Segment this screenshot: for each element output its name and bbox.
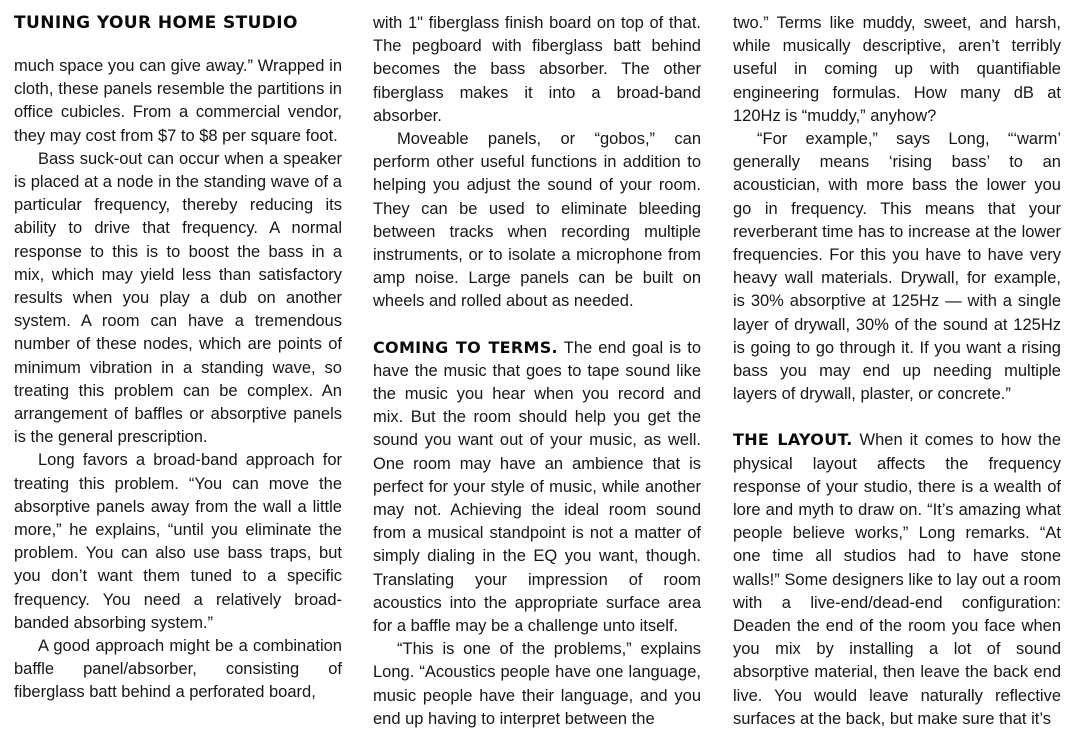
text-column-2 bbox=[373, 12, 701, 731]
paragraph: Bass suck-out can occur when a speaker is placed at a node in the standing wave of a particular frequency, thereby reducing its ability to drive that frequency. A normal response to this is to boost the bass in a mix, which may yield less than satisfactory results when you play a dub on another system. A room can have a tremendous number of these nodes, which are points of minimum vibration in a standing wave, so treating this problem can be complex. An arrangement of baffles or absorptive panels is the general prescription. bbox=[14, 149, 342, 447]
paragraph-text: The end goal is to have the music that goes to tape sound like the music you hear when you record and mix. But the room should help you get the sound you want out of your music, as well. One room may have an ambience that is perfect for your style of music, while another may not. Achieving the ideal room sound from a musical standpoint is not a matter of simply dialing in the EQ you want, though. Translating your impression of room acoustics into the appropriate surface area for a baffle may be a challenge unto itself. bbox=[373, 338, 701, 636]
paragraph: with 1" fiberglass finish board on top of that. The pegboard with fiberglass batt behind becomes the bass absorber. The other fiberglass makes it into a broad-band absorber. bbox=[373, 14, 701, 125]
section-paragraph bbox=[373, 336, 701, 639]
section-heading: THE LAYOUT. bbox=[733, 430, 853, 450]
paragraph: Moveable panels, or “gobos,” can perform other useful functions in addition to helping you adjust the sound of your room. They can be used to eliminate bleeding between tracks when recording multiple instruments, or to isolate a microphone from amp noise. Large panels can be built on wheels and rolled about as needed. bbox=[373, 130, 701, 311]
running-head: TUNING YOUR HOME STUDIO bbox=[14, 13, 298, 33]
paragraph: A good approach might be a combination baffle panel/absorber, consisting of fiberglass batt behind a perforated board, bbox=[14, 637, 342, 702]
text-column-3 bbox=[733, 12, 1061, 731]
paragraph: “This is one of the problems,” explains Long. “Acoustics people have one language, music people have their language, and you end up having to interpret between the bbox=[373, 640, 701, 728]
paragraph: Long favors a broad-band approach for treating this problem. “You can move the absorptive panels away from the wall a little more,” he explains, “until you eliminate the problem. You can also use bass traps, but you don’t want them tuned to a specific frequency. You need a relatively broad-banded absorbing system.” bbox=[14, 451, 342, 632]
paragraph: much space you can give away.” Wrapped in cloth, these panels resemble the partitions in office cubicles. From a commercial vendor, they may cost from $7 to $8 per square foot. bbox=[14, 57, 342, 145]
paragraph: two.” Terms like muddy, sweet, and harsh, while musically descriptive, aren’t terribly useful in coming up with quantifiable engineering formulas. How many dB at 120Hz is “muddy,” anyhow? bbox=[733, 14, 1061, 125]
section-paragraph bbox=[733, 428, 1061, 731]
text-column-1 bbox=[14, 12, 342, 705]
paragraph: “For example,” says Long, “‘warm’ generally means ‘rising bass’ to an acoustician, with more bass the lower you go in frequency. This means that your reverberant time has to increase at the lower frequencies. For this you have to have very heavy wall materials. Drywall, for example, is 30% absorptive at 125Hz — with a single layer of drywall, 30% of the sound at 125Hz is going to go through it. If you want a rising bass you may end up needing multiple layers of drywall, plaster, or concrete.” bbox=[733, 130, 1061, 404]
section-heading: COMING TO TERMS. bbox=[373, 337, 558, 357]
paragraph-text: When it comes to how the physical layout affects the frequency response of your studio, there is a wealth of lore and myth to draw on. “It’s amazing what people believe works,” Long remarks. “At one time all studios had to have stone walls!” Some designers like to lay out a room with a live-end/dead-end configuration: Deaden the end of the room you face when you mix by installing a lot of sound absorptive material, then leave the back end live. You would leave naturally reflective surfaces at the back, but make sure that it’s bbox=[733, 431, 1061, 728]
